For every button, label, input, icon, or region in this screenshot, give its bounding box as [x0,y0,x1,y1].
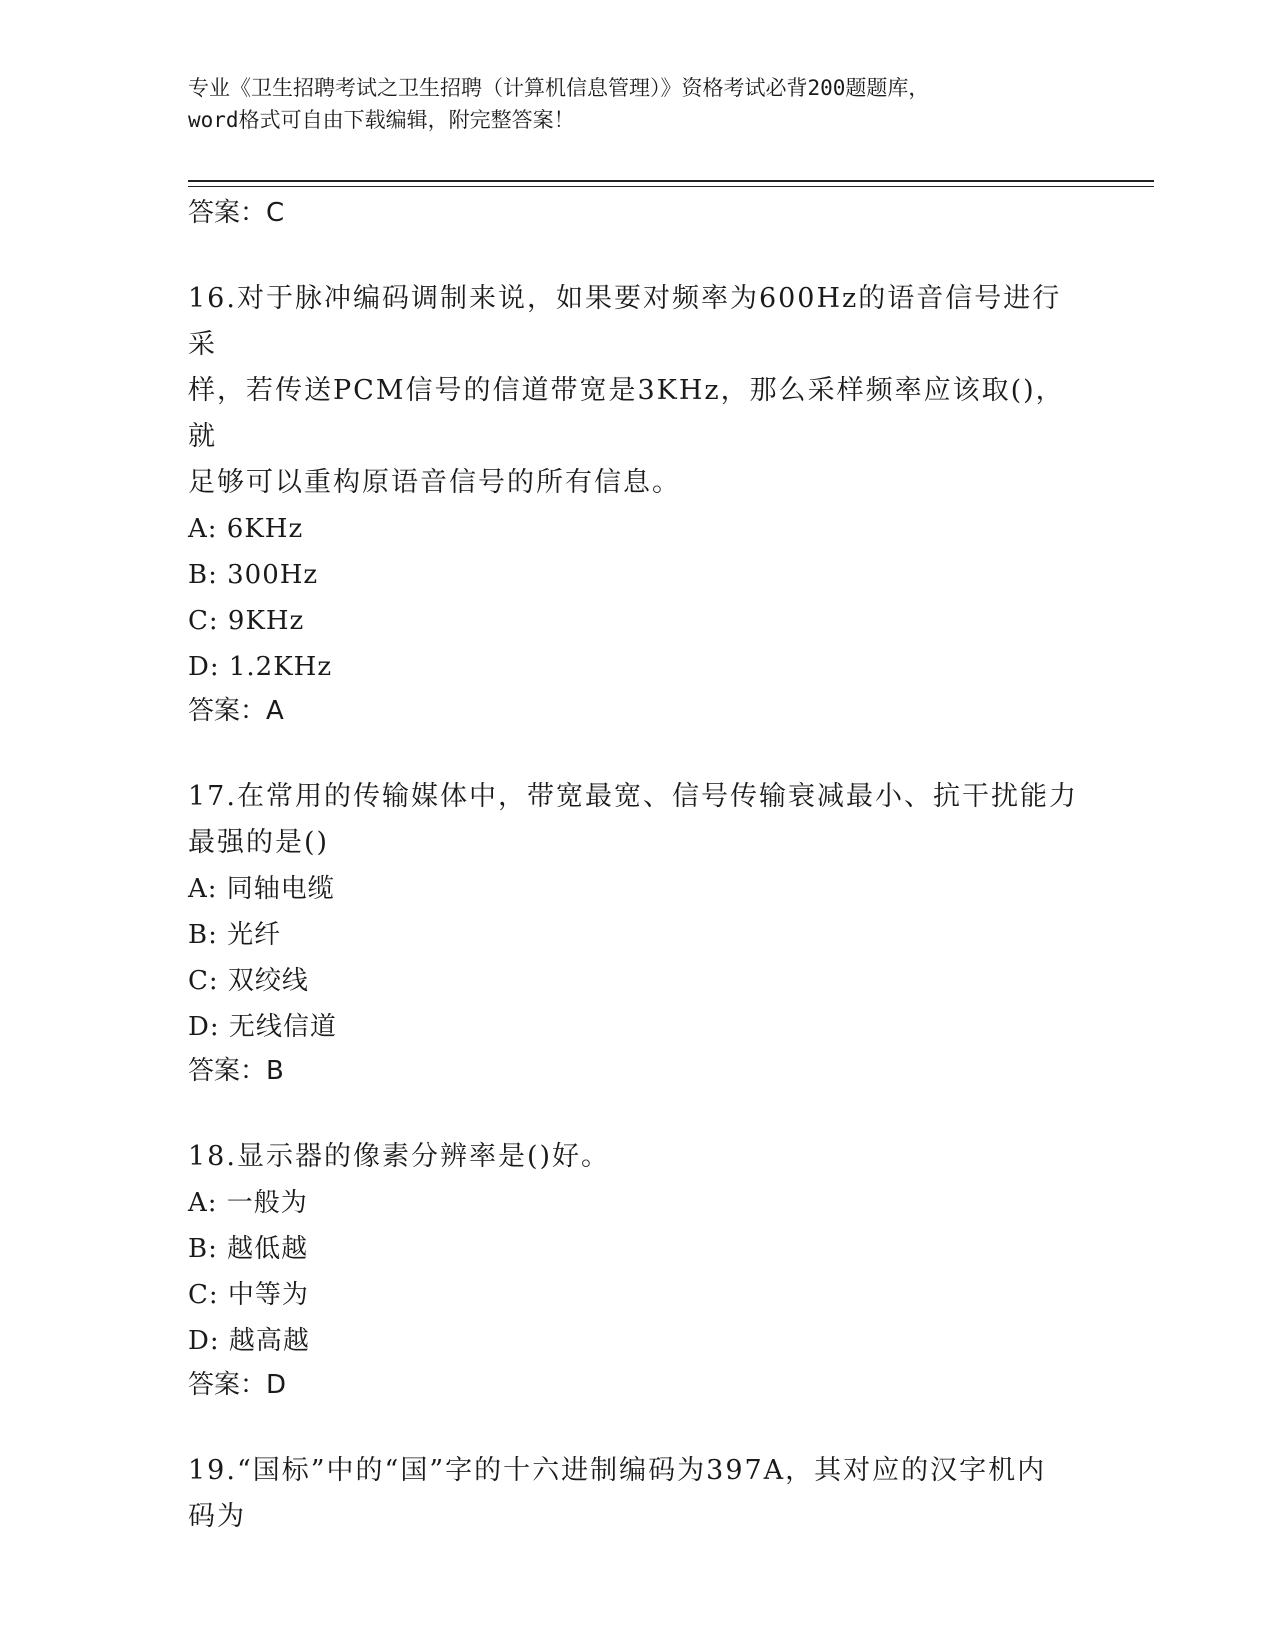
option-c: C: 双绞线 [188,966,309,996]
answer-line: 答案：C [188,198,285,228]
header-rule-thick [188,180,1154,182]
header-line-2: word格式可自由下载编辑，附完整答案！ [188,108,575,132]
question-line: 18.显示器的像素分辨率是()好。 [188,1141,611,1172]
header-line-1: 专业《卫生招聘考试之卫生招聘（计算机信息管理）》资格考试必背200题题库， [188,76,930,100]
question-line: 样，若传送PCM信号的信道带宽是3KHz，那么采样频率应该取()，就 [188,375,1065,452]
answer-line: 答案：D [188,1370,287,1400]
option-c: C: 中等为 [188,1280,309,1310]
option-c: C: 9KHz [188,606,305,636]
question-line: 足够可以重构原语音信号的所有信息。 [188,467,681,498]
question-19 [188,1448,1088,1540]
question-line: 17.在常用的传输媒体中，带宽最宽、信号传输衰减最小、抗干扰能力 [188,781,1078,812]
header-rule-thin [188,186,1154,187]
option-a: A: 同轴电缆 [188,874,335,904]
question-18 [188,1134,1088,1406]
question-line: 码为 [188,1501,246,1532]
option-a: A: 6KHz [188,514,304,544]
document-header [188,72,1088,136]
option-b: B: 300Hz [188,560,319,590]
question-line: 最强的是() [188,827,330,858]
option-b: B: 光纤 [188,920,282,950]
option-d: D: 越高越 [188,1326,310,1356]
answer-line: 答案：A [188,696,284,726]
question-line: 19.“国标”中的“国”字的十六进制编码为397A，其对应的汉字机内 [188,1455,1047,1486]
option-d: D: 无线信道 [188,1012,337,1042]
answer-line: 答案：B [188,1056,284,1086]
question-line: 16.对于脉冲编码调制来说，如果要对频率为600Hz的语音信号进行采 [188,283,1062,360]
question-16 [188,276,1088,732]
question-17 [188,774,1088,1092]
option-b: B: 越低越 [188,1234,309,1264]
option-d: D: 1.2KHz [188,652,333,682]
document-body [188,192,1088,1540]
option-a: A: 一般为 [188,1188,308,1218]
